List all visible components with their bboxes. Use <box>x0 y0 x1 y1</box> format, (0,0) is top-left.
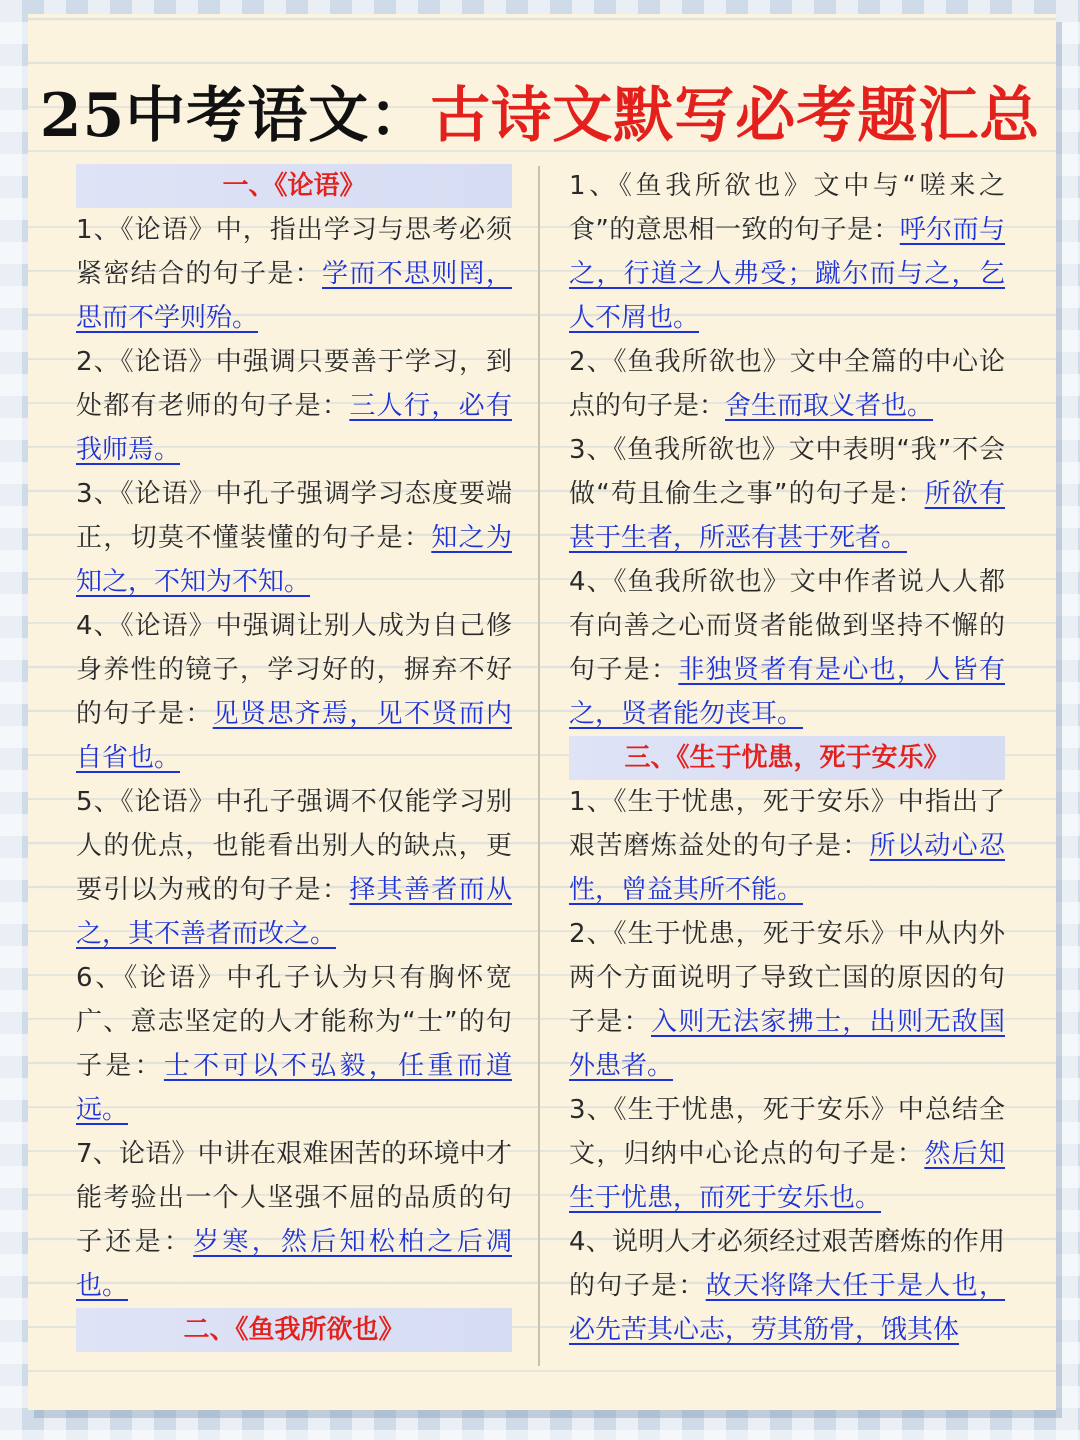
question-text: 3、《生于忧患，死于安乐》中总结全文，归纳中心论点的句子是： <box>569 1095 1005 1169</box>
question-text: 2、《鱼我所欲也》文中全篇的中心论点的句子是： <box>569 347 1005 421</box>
question-item <box>76 956 512 1132</box>
question-text: 4、说明人才必须经过艰苦磨炼的作用的句子是： <box>569 1227 1005 1301</box>
question-text: 1、《论语》中，指出学习与思考必须紧密结合的句子是： <box>76 215 512 289</box>
question-item <box>76 340 512 472</box>
question-item <box>76 472 512 604</box>
answer-text: 见贤思齐焉，见不贤而内自省也。 <box>76 699 512 773</box>
answer-text: 然后知生于忧患，而死于安乐也。 <box>569 1139 1005 1213</box>
question-item <box>569 780 1005 912</box>
question-text: 1、《生于忧患，死于安乐》中指出了艰苦磨炼益处的句子是： <box>569 787 1005 861</box>
question-text: 4、《论语》中强调让别人成为自己修身养性的镜子，学习好的，摒弃不好的句子是： <box>76 611 512 729</box>
answer-text: 岁寒，然后知松柏之后凋也。 <box>76 1227 512 1301</box>
question-item <box>569 912 1005 1088</box>
answer-text: 所以动心忍性，曾益其所不能。 <box>569 831 1005 905</box>
left-column <box>76 164 512 1352</box>
title-prefix: 25中考语文： <box>39 81 431 151</box>
question-item <box>76 1132 512 1308</box>
question-text: 4、《鱼我所欲也》文中作者说人人都有向善之心而贤者能做到坚持不懈的句子是： <box>569 567 1005 685</box>
answer-text: 三人行，必有我师焉。 <box>76 391 512 465</box>
answer-text: 入则无法家拂士，出则无敌国外患者。 <box>569 1007 1005 1081</box>
section-heading-shengyu: 三、《生于忧患，死于安乐》 <box>569 736 1005 780</box>
question-text: 2、《论语》中强调只要善于学习，到处都有老师的句子是： <box>76 347 512 421</box>
column-divider <box>538 166 540 1366</box>
question-text: 7、论语》中讲在艰难困苦的环境中才能考验出一个人坚强不屈的品质的句子还是： <box>76 1139 512 1257</box>
question-text: 3、《论语》中孔子强调学习态度要端正，切莫不懂装懂的句子是： <box>76 479 512 553</box>
question-item <box>569 560 1005 736</box>
question-text: 1、《鱼我所欲也》文中与“嗟来之食”的意思相一致的句子是： <box>569 171 1005 245</box>
question-item <box>76 208 512 340</box>
answer-text: 非独贤者有是心也，人皆有之，贤者能勿丧耳。 <box>569 655 1005 729</box>
answer-text: 士不可以不弘毅，任重而道远。 <box>76 1051 512 1125</box>
answer-text: 择其善者而从之，其不善者而改之。 <box>76 875 512 949</box>
question-item <box>569 1088 1005 1220</box>
question-item <box>76 780 512 956</box>
answer-text: 学而不思则罔，思而不学则殆。 <box>76 259 512 333</box>
question-item <box>569 164 1005 340</box>
answer-text: 舍生而取义者也。 <box>725 391 934 421</box>
right-column <box>569 164 1005 1352</box>
answer-text: 知之为知之，不知为不知。 <box>76 523 512 597</box>
question-text: 6、《论语》中孔子认为只有胸怀宽广、意志坚定的人才能称为“士”的句子是： <box>76 963 512 1081</box>
answer-text: 呼尔而与之，行道之人弗受；蹴尔而与之，乞人不屑也。 <box>569 215 1005 333</box>
question-text: 3、《鱼我所欲也》文中表明“我”不会做“苟且偷生之事”的句子是： <box>569 435 1005 509</box>
question-item <box>569 340 1005 428</box>
title-main: 古诗文默写必考题汇总 <box>430 81 1041 151</box>
section-heading-lunyu: 一、《论语》 <box>76 164 512 208</box>
question-text: 5、《论语》中孔子强调不仅能学习别人的优点，也能看出别人的缺点，更要引以为戒的句子是： <box>76 787 512 905</box>
page-title <box>0 76 1080 156</box>
question-item <box>569 1220 1005 1352</box>
question-item <box>76 604 512 780</box>
question-item <box>569 428 1005 560</box>
question-text: 2、《生于忧患，死于安乐》中从内外两个方面说明了导致亡国的原因的句子是： <box>569 919 1005 1037</box>
answer-text: 所欲有甚于生者，所恶有甚于死者。 <box>569 479 1005 553</box>
section-heading-yuwo: 二、《鱼我所欲也》 <box>76 1308 512 1352</box>
answer-text: 故天将降大任于是人也，必先苦其心志，劳其筋骨，饿其体 <box>569 1271 1005 1345</box>
